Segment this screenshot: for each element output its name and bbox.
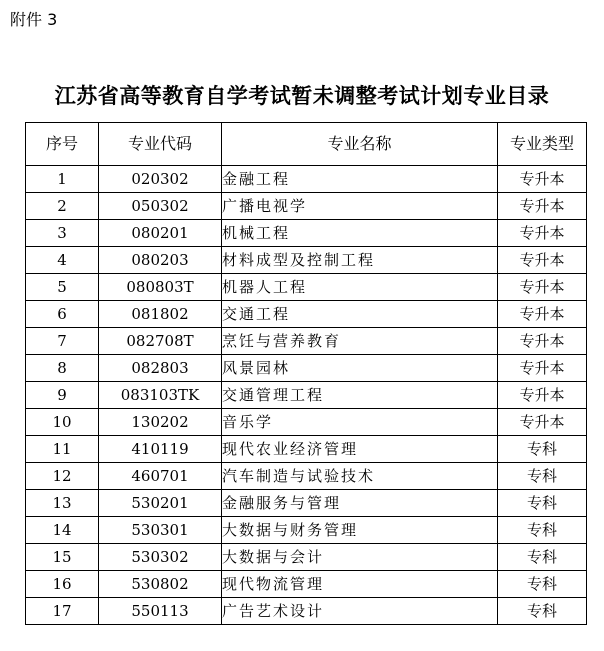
row-index: 3 (26, 220, 99, 247)
row-type: 专科 (498, 463, 587, 490)
row-name: 金融服务与管理 (222, 490, 498, 517)
table-row (26, 328, 587, 355)
row-index: 1 (26, 166, 99, 193)
row-type: 专升本 (498, 193, 587, 220)
row-code: 082803 (99, 355, 222, 382)
row-type: 专升本 (498, 382, 587, 409)
header-type: 专业类型 (498, 123, 587, 166)
row-code: 550113 (99, 598, 222, 625)
header-index: 序号 (26, 123, 99, 166)
row-code: 530302 (99, 544, 222, 571)
row-index: 9 (26, 382, 99, 409)
row-name: 交通工程 (222, 301, 498, 328)
row-name: 音乐学 (222, 409, 498, 436)
row-index: 2 (26, 193, 99, 220)
row-code: 020302 (99, 166, 222, 193)
row-code: 082708T (99, 328, 222, 355)
table-row (26, 544, 587, 571)
row-name: 机械工程 (222, 220, 498, 247)
table-row (26, 274, 587, 301)
row-name: 现代物流管理 (222, 571, 498, 598)
row-name: 金融工程 (222, 166, 498, 193)
table-row (26, 382, 587, 409)
row-type: 专科 (498, 571, 587, 598)
row-type: 专科 (498, 436, 587, 463)
row-type: 专科 (498, 598, 587, 625)
row-code: 080803T (99, 274, 222, 301)
row-type: 专科 (498, 544, 587, 571)
table-row (26, 490, 587, 517)
row-code: 530301 (99, 517, 222, 544)
row-name: 材料成型及控制工程 (222, 247, 498, 274)
table-row (26, 436, 587, 463)
table-row (26, 598, 587, 625)
row-code: 410119 (99, 436, 222, 463)
row-type: 专升本 (498, 247, 587, 274)
row-index: 11 (26, 436, 99, 463)
row-code: 050302 (99, 193, 222, 220)
document-title: 江苏省高等教育自学考试暂未调整考试计划专业目录 (54, 83, 550, 108)
header-name: 专业名称 (222, 123, 498, 166)
row-index: 8 (26, 355, 99, 382)
attachment-label: 附件 3 (10, 10, 58, 29)
row-code: 080201 (99, 220, 222, 247)
row-index: 12 (26, 463, 99, 490)
row-index: 15 (26, 544, 99, 571)
table-body (26, 166, 587, 625)
table-row (26, 220, 587, 247)
row-type: 专科 (498, 517, 587, 544)
row-name: 广告艺术设计 (222, 598, 498, 625)
row-index: 5 (26, 274, 99, 301)
table-row (26, 463, 587, 490)
row-index: 17 (26, 598, 99, 625)
table-row (26, 517, 587, 544)
row-code: 530201 (99, 490, 222, 517)
row-code: 081802 (99, 301, 222, 328)
row-name: 机器人工程 (222, 274, 498, 301)
table-row (26, 301, 587, 328)
row-code: 460701 (99, 463, 222, 490)
row-code: 130202 (99, 409, 222, 436)
row-index: 4 (26, 247, 99, 274)
row-type: 专升本 (498, 274, 587, 301)
row-name: 风景园林 (222, 355, 498, 382)
row-type: 专升本 (498, 328, 587, 355)
table-row (26, 166, 587, 193)
row-name: 大数据与会计 (222, 544, 498, 571)
row-type: 专科 (498, 490, 587, 517)
row-index: 16 (26, 571, 99, 598)
row-type: 专升本 (498, 166, 587, 193)
header-code: 专业代码 (99, 123, 222, 166)
row-type: 专升本 (498, 355, 587, 382)
row-index: 14 (26, 517, 99, 544)
table-row (26, 571, 587, 598)
row-name: 汽车制造与试验技术 (222, 463, 498, 490)
row-name: 现代农业经济管理 (222, 436, 498, 463)
row-type: 专升本 (498, 220, 587, 247)
row-type: 专升本 (498, 409, 587, 436)
row-name: 烹饪与营养教育 (222, 328, 498, 355)
row-name: 大数据与财务管理 (222, 517, 498, 544)
row-index: 13 (26, 490, 99, 517)
table-row (26, 409, 587, 436)
row-name: 广播电视学 (222, 193, 498, 220)
row-index: 6 (26, 301, 99, 328)
major-catalog-table (25, 122, 587, 625)
row-code: 080203 (99, 247, 222, 274)
row-index: 10 (26, 409, 99, 436)
table-row (26, 247, 587, 274)
row-name: 交通管理工程 (222, 382, 498, 409)
row-code: 083103TK (99, 382, 222, 409)
table-header-row (26, 123, 587, 166)
table-row (26, 355, 587, 382)
row-index: 7 (26, 328, 99, 355)
table-row (26, 193, 587, 220)
row-code: 530802 (99, 571, 222, 598)
row-type: 专升本 (498, 301, 587, 328)
